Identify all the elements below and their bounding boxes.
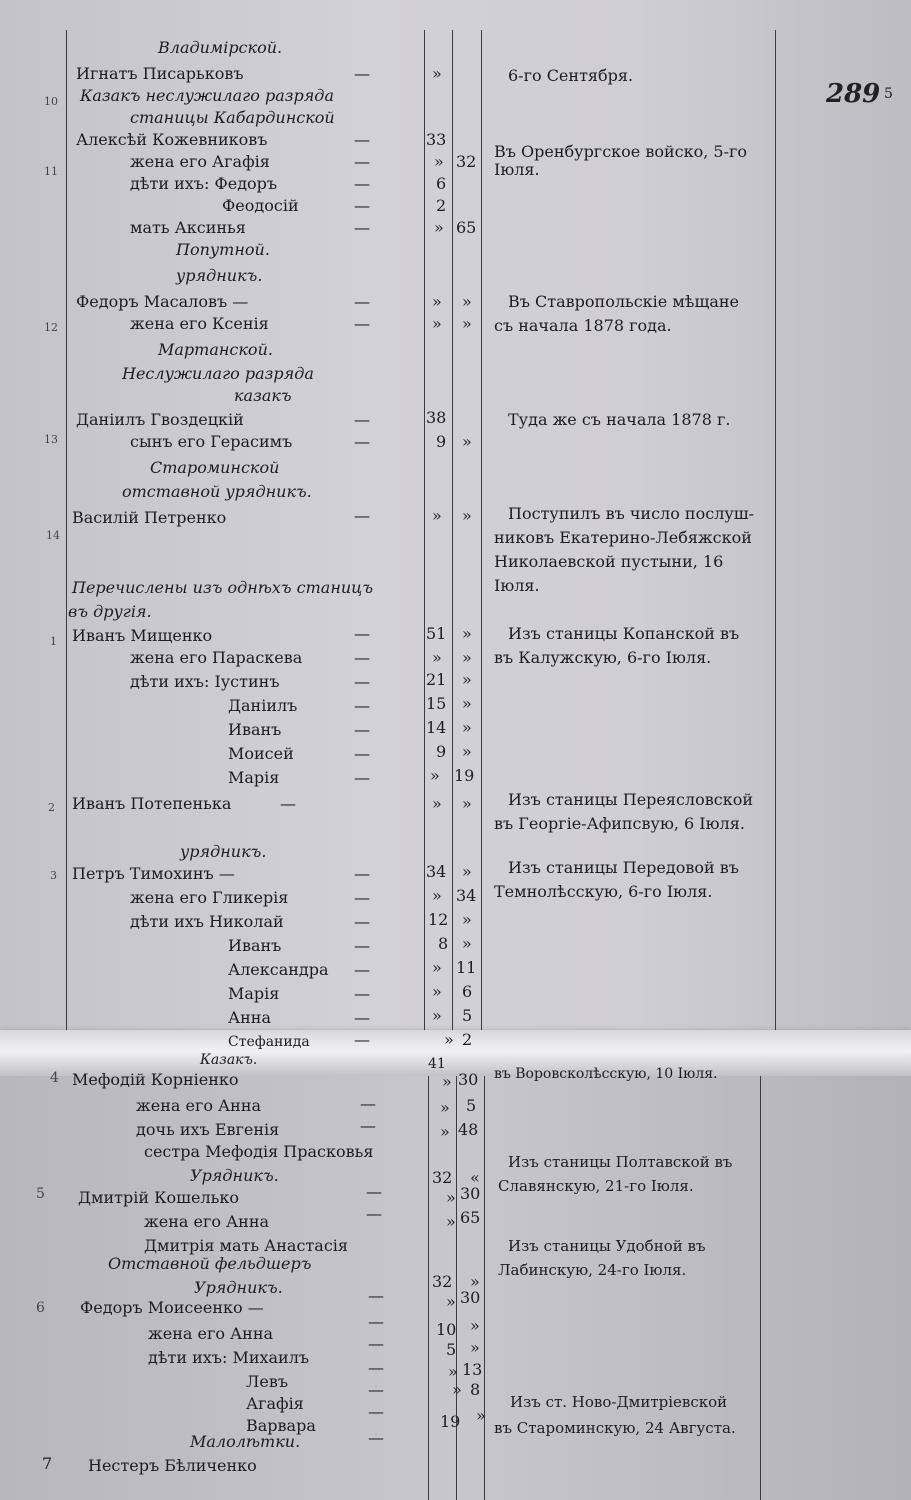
person-name: Александра — [228, 960, 329, 979]
section-heading: въ другія. — [68, 602, 152, 621]
person-name: Левъ — [246, 1372, 289, 1391]
dash: — — [354, 960, 370, 979]
category-label: Казакъ. — [200, 1052, 258, 1068]
note: Туда же съ начала 1878 г. — [508, 410, 731, 429]
dash: — — [280, 794, 296, 813]
age-male: 12 — [428, 910, 449, 929]
age-female: » — [462, 670, 472, 689]
dash: — — [354, 672, 370, 691]
age-female: 48 — [458, 1120, 479, 1139]
age-male: 33 — [426, 130, 447, 149]
age-female: 2 — [462, 1030, 473, 1049]
dash: — — [354, 218, 370, 237]
dash: — — [368, 1286, 384, 1305]
age-female: 30 — [460, 1288, 481, 1307]
dash: — — [368, 1428, 384, 1447]
dash: — — [354, 984, 370, 1003]
age-female: » — [462, 292, 472, 311]
note: Темнолѣсскую, 6-го Іюля. — [494, 882, 713, 901]
age-female: 30 — [460, 1184, 481, 1203]
age-male: » — [432, 982, 442, 1001]
age-male: » — [432, 648, 442, 667]
dash: — — [360, 1094, 376, 1113]
category-label: отставной урядникъ. — [122, 482, 312, 501]
person-name: Даніилъ Гвоздецкій — [76, 410, 244, 429]
entry-number: 2 — [48, 801, 55, 814]
column-rule-age-right — [484, 1076, 485, 1500]
dash: — — [354, 936, 370, 955]
note: въ Калужскую, 6-го Іюля. — [494, 648, 712, 667]
age-male: » — [446, 1212, 456, 1231]
age-female: 34 — [456, 886, 477, 905]
age-male: » — [434, 218, 444, 237]
column-rule-notes — [760, 1076, 761, 1500]
age-female: 5 — [462, 1006, 473, 1025]
person-name: Варвара — [246, 1416, 316, 1435]
person-name: Дмитрій Кошелько — [78, 1188, 239, 1207]
entry-number: 10 — [44, 95, 58, 108]
person-name: жена его Ксенія — [130, 314, 269, 333]
section-heading: Перечислены изъ однѣхъ станицъ — [72, 578, 373, 597]
dash: — — [354, 314, 370, 333]
note: Изъ станицы Переясловской — [508, 790, 753, 809]
category-label: казакъ — [234, 386, 292, 405]
person-name: Василій Петренко — [72, 508, 227, 527]
entry-number: 4 — [50, 1070, 59, 1086]
dash: — — [354, 696, 370, 715]
category-label: Мартанской. — [158, 340, 273, 359]
note: Славянскую, 21-го Іюля. — [498, 1177, 694, 1195]
age-male: » — [442, 1072, 452, 1091]
age-female: 65 — [456, 218, 477, 237]
person-name: Алексѣй Кожевниковъ — [76, 130, 268, 149]
age-male: 19 — [440, 1412, 461, 1431]
note: Изъ станицы Удобной въ — [508, 1237, 706, 1255]
entry-number: 11 — [44, 165, 58, 178]
dash: — — [368, 1334, 384, 1353]
person-name: дѣти ихъ Николай — [130, 912, 284, 931]
age-male: 15 — [426, 694, 447, 713]
dash: — — [354, 1030, 370, 1049]
page-number: 289 — [826, 79, 881, 109]
dash: — — [354, 720, 370, 739]
age-male: 32 — [432, 1168, 453, 1187]
age-female: » — [462, 432, 472, 451]
age-female: 19 — [454, 766, 475, 785]
age-male: 14 — [426, 718, 447, 737]
note: Въ Оренбургское войско, 5-го — [494, 142, 748, 161]
entry-number: 14 — [46, 529, 60, 542]
person-name: дочь ихъ Евгенія — [136, 1120, 280, 1139]
age-male: 21 — [426, 670, 447, 689]
note: Іюля. — [494, 576, 540, 595]
age-female: » — [462, 910, 472, 929]
dash: — — [354, 292, 370, 311]
dash: — — [368, 1402, 384, 1421]
age-male: 38 — [426, 408, 447, 427]
dash: — — [354, 174, 370, 193]
column-rule-age-mid — [452, 30, 453, 1030]
note: Николаевской пустыни, 16 — [494, 552, 724, 571]
age-male: 5 — [446, 1340, 457, 1359]
age-male: » — [432, 794, 442, 813]
dash: — — [354, 1008, 370, 1027]
person-name: Феодосій — [222, 196, 299, 215]
age-male: 51 — [426, 624, 447, 643]
age-male: » — [446, 1292, 456, 1311]
category-label: Неслужилаго разряда — [122, 364, 314, 383]
person-name: сестра Мефодія Прасковья — [144, 1142, 374, 1161]
age-male: » — [430, 766, 440, 785]
person-name: сынъ его Герасимъ — [130, 432, 293, 451]
category-label: Малолѣтки. — [190, 1432, 301, 1451]
person-name: Марія — [228, 768, 280, 787]
category-label: Попутной. — [176, 240, 270, 259]
age-male: » — [432, 506, 442, 525]
age-male: 41 — [428, 1056, 446, 1072]
person-name: Иванъ Потепенька — [72, 794, 232, 813]
category-label: Казакъ неслужилаго разряда — [80, 86, 334, 105]
person-name: жена его Агафія — [130, 152, 270, 171]
age-female: « — [470, 1168, 480, 1187]
age-female: » — [462, 794, 472, 813]
age-female: 8 — [470, 1380, 481, 1399]
dash: — — [354, 864, 370, 883]
age-female: 11 — [456, 958, 477, 977]
age-male: 34 — [426, 862, 447, 881]
column-rule-age-mid — [456, 1076, 457, 1500]
person-name: Марія — [228, 984, 280, 1003]
dash: — — [354, 912, 370, 931]
age-male: » — [432, 958, 442, 977]
column-rule-number — [66, 30, 67, 1030]
age-male: » — [432, 64, 442, 83]
age-male: » — [432, 1006, 442, 1025]
note: въ Воровсколѣсскую, 10 Іюля. — [494, 1066, 718, 1082]
person-name: Иванъ — [228, 720, 282, 739]
person-name: Иванъ — [228, 936, 282, 955]
note: Лабинскую, 24-го Іюля. — [498, 1261, 687, 1279]
person-name: Федоръ Масаловъ — — [76, 292, 249, 311]
age-male: 6 — [436, 174, 447, 193]
category-label: Урядникъ. — [194, 1278, 283, 1297]
age-female: 5 — [466, 1096, 477, 1115]
age-female: » — [462, 694, 472, 713]
dash: — — [366, 1182, 382, 1201]
age-female: » — [462, 506, 472, 525]
dash: — — [354, 624, 370, 643]
person-name: Федоръ Моисеенко — — [80, 1298, 264, 1317]
note: Іюля. — [494, 160, 540, 179]
person-name: Мефодій Корніенко — [72, 1070, 239, 1089]
dash: — — [368, 1358, 384, 1377]
dash: — — [366, 1204, 382, 1223]
person-name: Нестеръ Бѣличенко — [88, 1456, 257, 1475]
note: Изъ станицы Передовой въ — [508, 858, 739, 877]
age-male: 2 — [436, 196, 447, 215]
column-rule-notes — [775, 30, 776, 1030]
person-name: Иванъ Мищенко — [72, 626, 213, 645]
age-female: » — [462, 648, 472, 667]
age-female: » — [470, 1272, 480, 1291]
dash: — — [354, 506, 370, 525]
entry-number: 12 — [44, 321, 58, 334]
age-male: 8 — [438, 934, 449, 953]
note: 6-го Сентября. — [508, 66, 634, 85]
age-female: » — [476, 1406, 486, 1425]
person-name: Анна — [228, 1008, 271, 1027]
age-male: 9 — [436, 432, 447, 451]
dash: — — [368, 1380, 384, 1399]
person-name: дѣти ихъ: Михаилъ — [148, 1348, 310, 1367]
age-female: » — [462, 862, 472, 881]
age-female: » — [462, 742, 472, 761]
person-name: жена его Гликерія — [130, 888, 289, 907]
age-female: 6 — [462, 982, 473, 1001]
age-male: » — [446, 1188, 456, 1207]
age-male: 32 — [432, 1272, 453, 1291]
note: Изъ ст. Ново-Дмитріевской — [510, 1393, 728, 1411]
age-male: » — [440, 1122, 450, 1141]
note: никовъ Екатерино-Лебяжской — [494, 528, 752, 547]
column-rule-age-right — [481, 30, 482, 1030]
age-male: » — [452, 1380, 462, 1399]
entry-number: 1 — [50, 635, 57, 648]
dash: — — [360, 1116, 376, 1135]
dash: — — [354, 410, 370, 429]
dash: — — [354, 196, 370, 215]
entry-number: 13 — [44, 433, 58, 446]
dash: — — [354, 648, 370, 667]
age-male: » — [440, 1098, 450, 1117]
category-label: Староминской — [150, 458, 280, 477]
category-label: станицы Кабардинской — [130, 108, 335, 127]
age-female: » — [462, 718, 472, 737]
age-female: 32 — [456, 152, 477, 171]
column-rule-age-left — [424, 30, 425, 1030]
category-label: Урядникъ. — [190, 1166, 279, 1185]
person-name: жена его Параскева — [130, 648, 303, 667]
age-male: » — [448, 1362, 458, 1381]
person-name: Петръ Тимохинъ — — [72, 864, 235, 883]
age-female: 65 — [460, 1208, 481, 1227]
age-female: » — [462, 314, 472, 333]
dash: — — [368, 1312, 384, 1331]
note: Поступилъ въ число послуш- — [508, 504, 755, 523]
station-header: Владимірской. — [158, 38, 283, 57]
entry-number: 3 — [50, 869, 57, 882]
entry-number: 7 — [42, 1454, 53, 1473]
category-label: Отставной фельдшеръ — [108, 1254, 312, 1273]
dash: — — [354, 768, 370, 787]
dash: — — [354, 64, 370, 83]
person-name: жена его Анна — [148, 1324, 274, 1343]
person-name: Стефанида — [228, 1034, 310, 1050]
lower-section — [0, 1066, 911, 1500]
age-male: » — [432, 886, 442, 905]
person-name: мать Аксинья — [130, 218, 246, 237]
dash: — — [354, 744, 370, 763]
person-name: Игнатъ Писарьковъ — [76, 64, 244, 83]
category-label: урядникъ. — [180, 842, 267, 861]
age-female: 30 — [458, 1070, 479, 1089]
entry-number: 5 — [36, 1186, 45, 1202]
note: въ Георгіе-Афипсвую, 6 Іюля. — [494, 814, 745, 833]
dash: — — [354, 888, 370, 907]
entry-number: 6 — [36, 1300, 45, 1316]
person-name: дѣти ихъ: Іустинъ — [130, 672, 280, 691]
age-female: 13 — [462, 1360, 483, 1379]
person-name: жена его Анна — [136, 1096, 262, 1115]
page-number-small: 5 — [884, 86, 893, 102]
age-male: 10 — [436, 1320, 457, 1339]
dash: — — [354, 152, 370, 171]
age-female: » — [462, 934, 472, 953]
column-rule-age-left — [428, 1076, 429, 1500]
age-female: » — [470, 1338, 480, 1357]
person-name: Агафія — [246, 1394, 304, 1413]
person-name: Моисей — [228, 744, 294, 763]
age-male: » — [432, 314, 442, 333]
age-male: 9 — [436, 742, 447, 761]
person-name: Даніилъ — [228, 696, 298, 715]
age-male: » — [432, 292, 442, 311]
dash: — — [354, 130, 370, 149]
note: въ Староминскую, 24 Августа. — [494, 1419, 736, 1437]
category-label: урядникъ. — [176, 266, 263, 285]
dash: — — [354, 432, 370, 451]
person-name: жена его Анна — [144, 1212, 270, 1231]
age-male: » — [444, 1030, 454, 1049]
age-male: » — [434, 152, 444, 171]
note: съ начала 1878 года. — [494, 316, 672, 335]
age-female: » — [462, 624, 472, 643]
person-name: Дмитрія мать Анастасія — [144, 1236, 348, 1255]
person-name: дѣти ихъ: Федоръ — [130, 174, 278, 193]
note: Въ Ставропольскіе мѣщане — [508, 292, 739, 311]
age-female: » — [470, 1316, 480, 1335]
note: Изъ станицы Полтавской въ — [508, 1153, 733, 1171]
note: Изъ станицы Копанской въ — [508, 624, 740, 643]
